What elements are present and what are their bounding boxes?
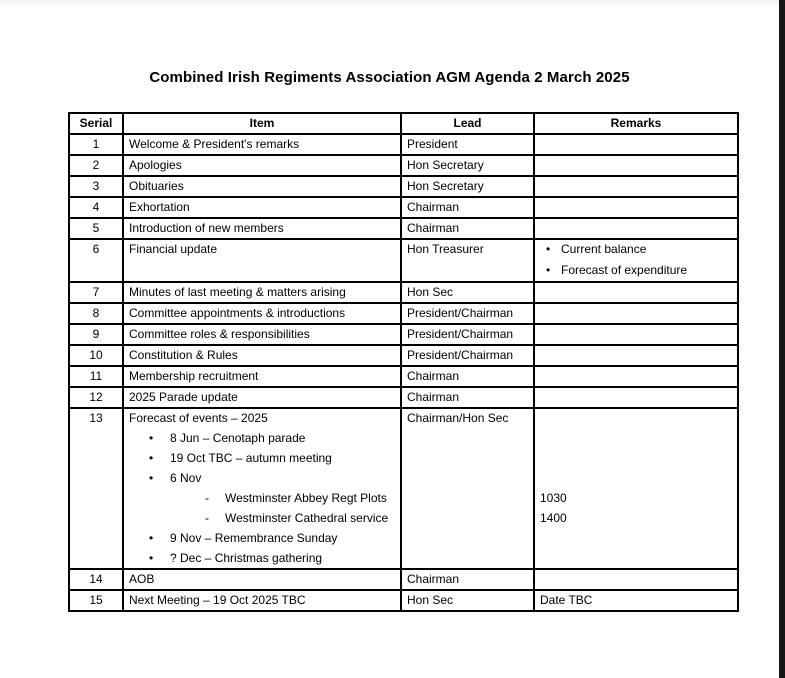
remarks-cell — [534, 282, 738, 303]
serial-cell: 13 — [69, 408, 123, 569]
agenda-sub-item: - Westminster Cathedral service — [129, 511, 395, 526]
lead-cell: President/Chairman — [401, 324, 534, 345]
remarks-times — [540, 411, 732, 526]
table-row — [69, 387, 738, 408]
page-top-shadow — [0, 0, 785, 8]
item-cell: Minutes of last meeting & matters arising — [123, 282, 401, 303]
item-cell: Constitution & Rules — [123, 345, 401, 366]
lead-cell: President — [401, 134, 534, 155]
agenda-bullet-item: • ? Dec – Christmas gathering — [129, 551, 395, 566]
col-header-item: Item — [123, 113, 401, 134]
lead-cell: Hon Sec — [401, 282, 534, 303]
remarks-cell — [534, 569, 738, 590]
item-cell: Committee roles & responsibilities — [123, 324, 401, 345]
item-cell: 2025 Parade update — [123, 387, 401, 408]
remarks-bullet-item: • Forecast of expenditure — [540, 263, 732, 278]
table-row — [69, 345, 738, 366]
agenda-bullet-item: • 9 Nov – Remembrance Sunday — [129, 531, 395, 546]
item-cell — [123, 408, 401, 569]
col-header-lead: Lead — [401, 113, 534, 134]
lead-cell: Chairman — [401, 366, 534, 387]
item-cell: Next Meeting – 19 Oct 2025 TBC — [123, 590, 401, 611]
remarks-cell — [534, 345, 738, 366]
page-title: Combined Irish Regiments Association AGM Agenda 2 March 2025 — [149, 69, 630, 86]
serial-cell: 5 — [69, 218, 123, 239]
agenda-bullet-item: • 8 Jun – Cenotaph parade — [129, 431, 395, 446]
serial-cell: 8 — [69, 303, 123, 324]
agenda-bullet-item: • 6 Nov — [129, 471, 395, 486]
item-cell: Financial update — [123, 239, 401, 282]
remarks-cell — [534, 366, 738, 387]
lead-cell: Hon Treasurer — [401, 239, 534, 282]
item-cell: Membership recruitment — [123, 366, 401, 387]
table-row — [69, 282, 738, 303]
item-cell: Introduction of new members — [123, 218, 401, 239]
table-row — [69, 239, 738, 282]
serial-cell: 3 — [69, 176, 123, 197]
remarks-cell — [534, 218, 738, 239]
table-row — [69, 366, 738, 387]
remarks-cell — [534, 155, 738, 176]
agenda-sub-item: - Westminster Abbey Regt Plots — [129, 491, 395, 506]
remarks-cell: Date TBC — [534, 590, 738, 611]
remarks-bullet-item: • Current balance — [540, 242, 732, 257]
lead-cell: Hon Secretary — [401, 176, 534, 197]
serial-cell: 12 — [69, 387, 123, 408]
agenda-bullet-item: • 19 Oct TBC – autumn meeting — [129, 451, 395, 466]
lead-cell: Chairman — [401, 218, 534, 239]
agenda-table — [68, 112, 739, 612]
lead-cell: Chairman/Hon Sec — [401, 408, 534, 569]
remarks-cell — [534, 408, 738, 569]
time-value: 1400 — [540, 511, 567, 525]
item-cell: Obituaries — [123, 176, 401, 197]
screen-right-edge — [779, 0, 785, 678]
table-row — [69, 218, 738, 239]
serial-cell: 10 — [69, 345, 123, 366]
table-row — [69, 569, 738, 590]
remarks-cell — [534, 197, 738, 218]
item-cell: Welcome & President's remarks — [123, 134, 401, 155]
table-row — [69, 155, 738, 176]
lead-cell: President/Chairman — [401, 303, 534, 324]
item-title: Forecast of events – 2025 — [129, 411, 268, 425]
table-row — [69, 134, 738, 155]
lead-cell: Chairman — [401, 197, 534, 218]
lead-cell: Hon Secretary — [401, 155, 534, 176]
lead-cell: Chairman — [401, 387, 534, 408]
item-cell: Committee appointments & introductions — [123, 303, 401, 324]
col-header-serial: Serial — [69, 113, 123, 134]
table-row — [69, 324, 738, 345]
table-row — [69, 197, 738, 218]
remarks-cell — [534, 303, 738, 324]
table-row — [69, 176, 738, 197]
remarks-cell — [534, 387, 738, 408]
remarks-cell — [534, 176, 738, 197]
lead-cell: Chairman — [401, 569, 534, 590]
remarks-cell — [534, 324, 738, 345]
serial-cell: 6 — [69, 239, 123, 282]
item-cell: Apologies — [123, 155, 401, 176]
item-cell: AOB — [123, 569, 401, 590]
serial-cell: 4 — [69, 197, 123, 218]
table-row — [69, 408, 738, 569]
col-header-remarks: Remarks — [534, 113, 738, 134]
serial-cell: 15 — [69, 590, 123, 611]
serial-cell: 9 — [69, 324, 123, 345]
serial-cell: 14 — [69, 569, 123, 590]
item-cell: Exhortation — [123, 197, 401, 218]
remarks-cell — [534, 134, 738, 155]
remarks-cell — [534, 239, 738, 282]
table-row — [69, 590, 738, 611]
table-row — [69, 303, 738, 324]
serial-cell: 11 — [69, 366, 123, 387]
serial-cell: 2 — [69, 155, 123, 176]
lead-cell: Hon Sec — [401, 590, 534, 611]
lead-cell: President/Chairman — [401, 345, 534, 366]
table-header-row — [69, 113, 738, 134]
serial-cell: 7 — [69, 282, 123, 303]
serial-cell: 1 — [69, 134, 123, 155]
time-value: 1030 — [540, 491, 567, 505]
